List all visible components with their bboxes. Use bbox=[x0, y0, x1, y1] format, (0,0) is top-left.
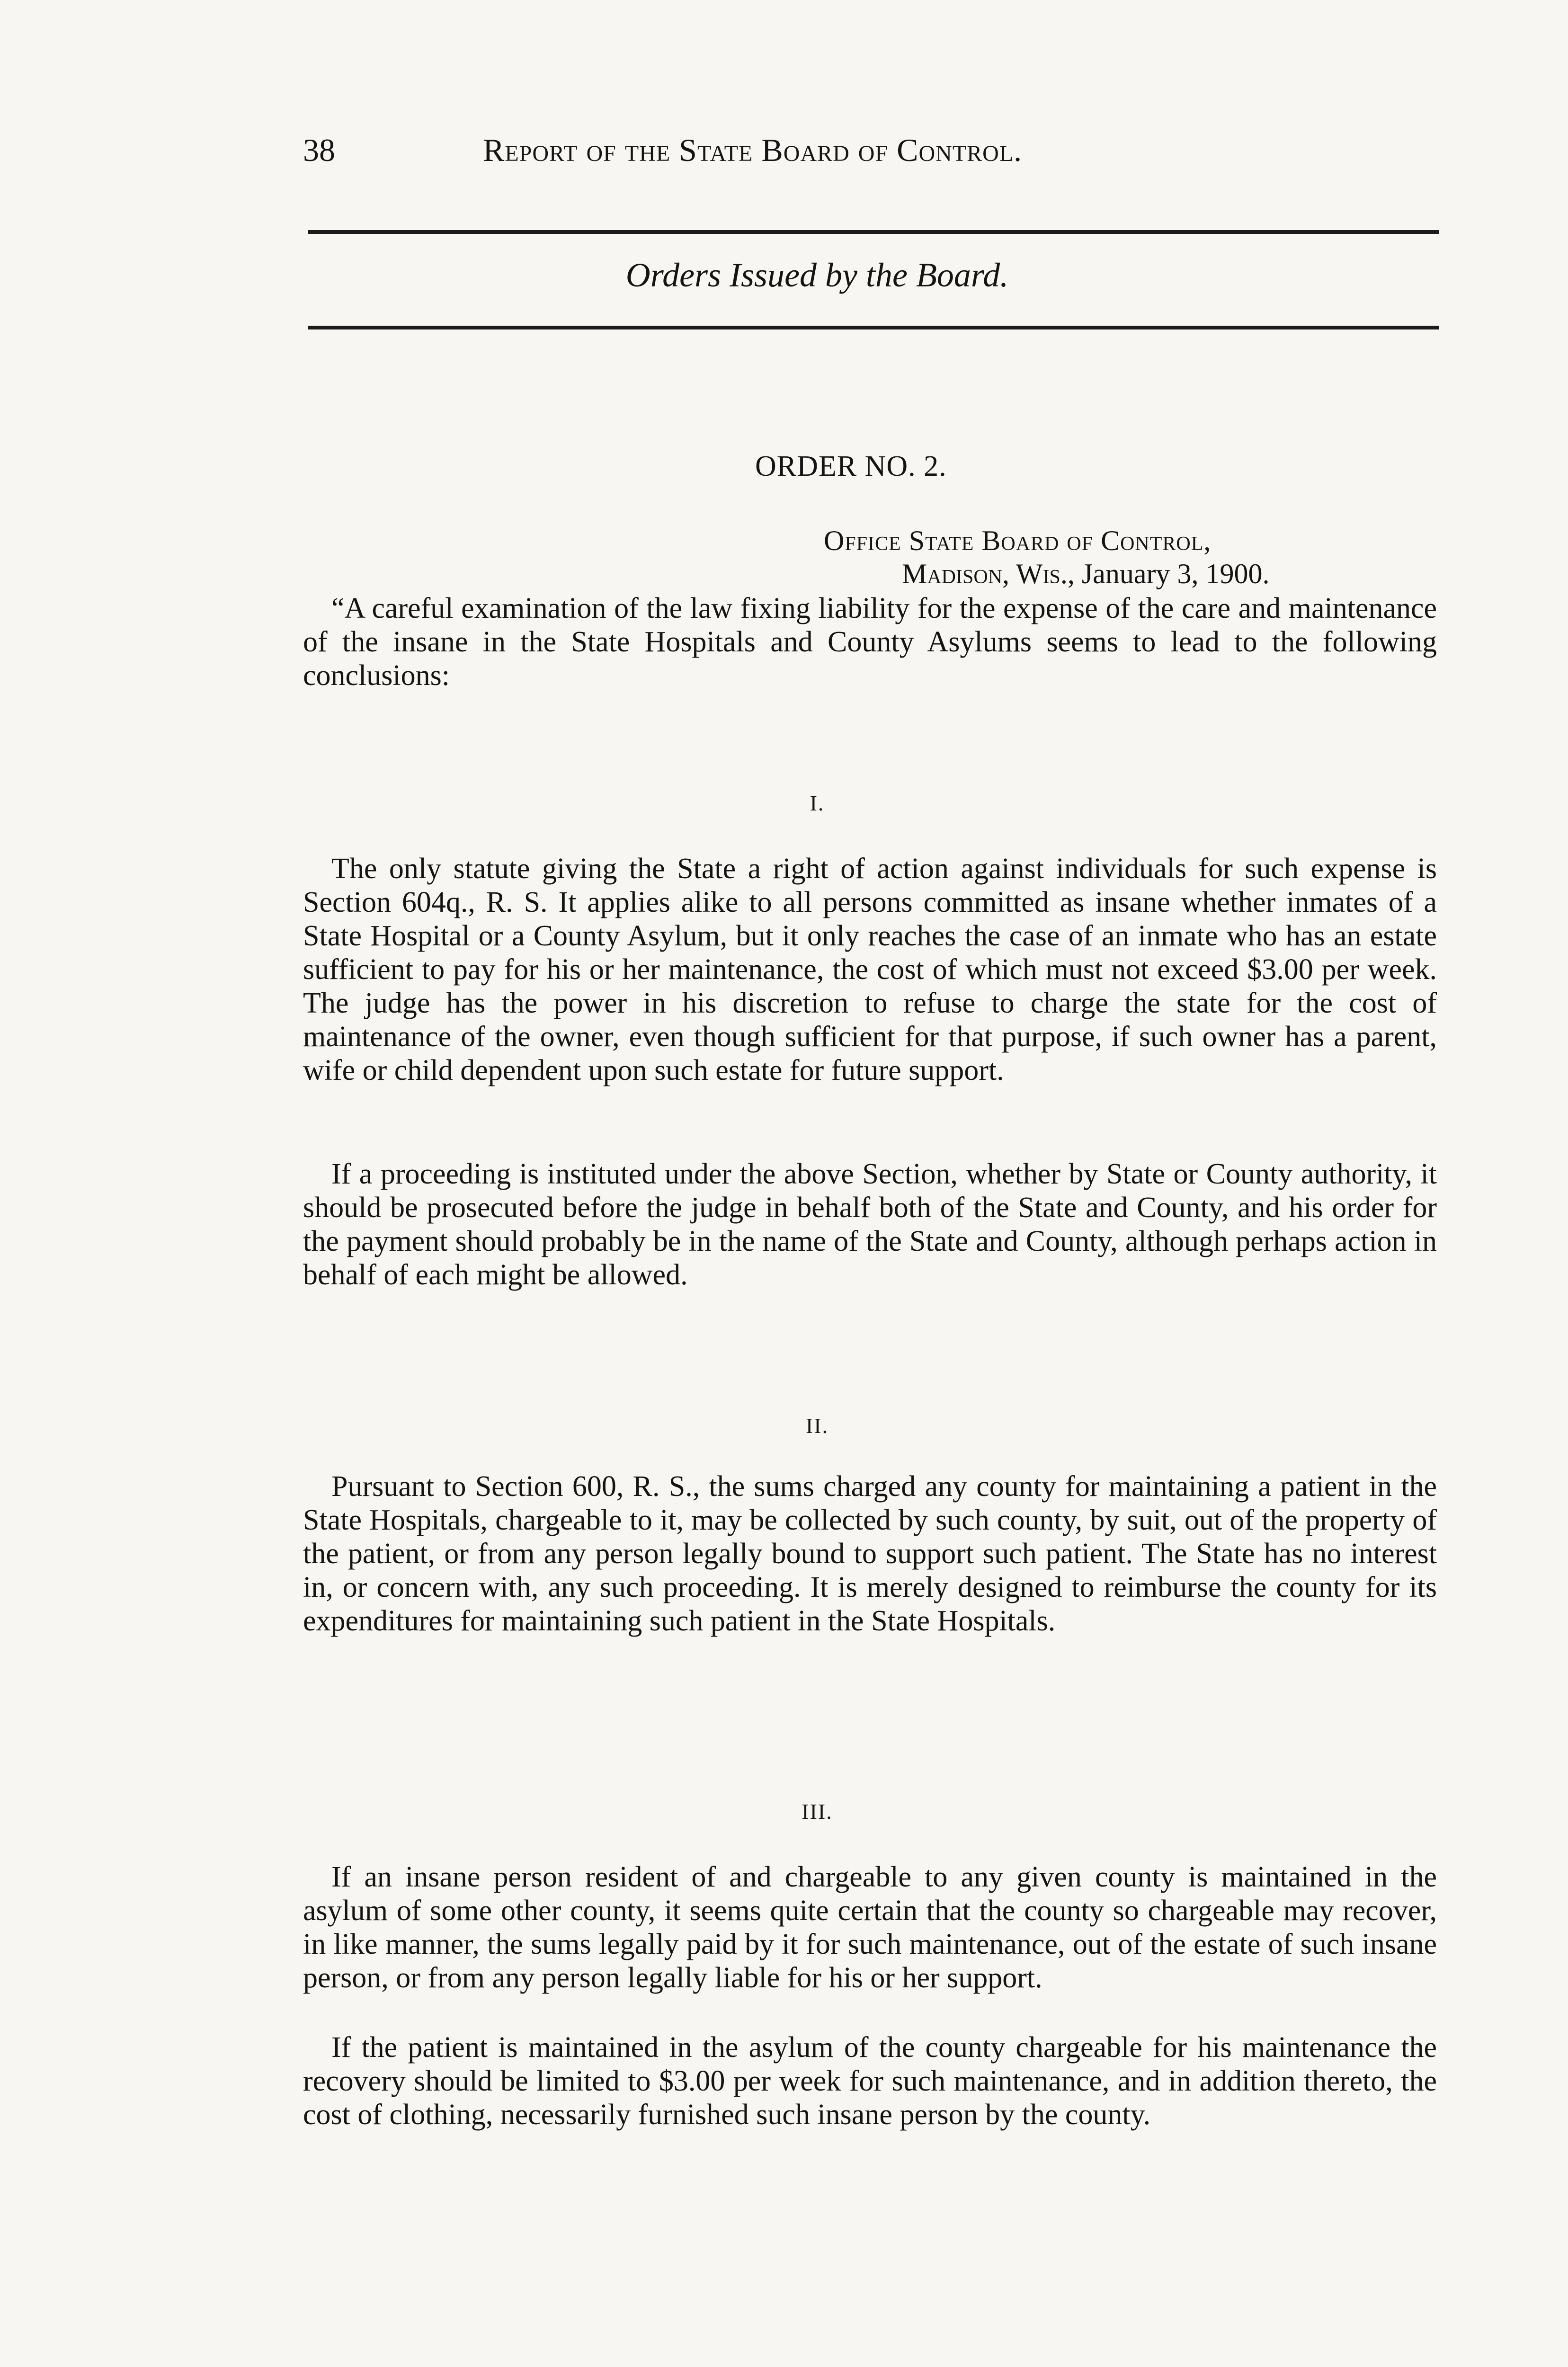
section-title: Orders Issued by the Board. bbox=[625, 256, 1009, 294]
section-numeral-2: II. bbox=[805, 1414, 829, 1438]
running-head: Report of the State Board of Control. bbox=[483, 132, 1023, 168]
section-1-paragraph-1: The only statute giving the State a right of action against individuals for such expense is Section 604q., R. S. It applies alike to all persons committed as insane whether inmates of a State Hospital or a County Asylum, but it only reaches the case of an inmate who has an estate sufficient to pay for his or her maintenance, the cost of which must not exceed $3.00 per week. The judge has the power in his discretion to refuse to charge the state for the cost of maintenance of the owner, even though sufficient for that purpose, if such owner has a parent, wife or child dependent upon such estate for future support. bbox=[303, 853, 1437, 1086]
header-rule-bottom bbox=[308, 326, 1439, 329]
section-3-paragraph-2: If the patient is maintained in the asylum of the county chargeable for his maintenance the recovery should be limited to $3.00 per week for such maintenance, and in addition thereto, the cost of clothing, necessarily furnished such insane person by the county. bbox=[303, 2031, 1437, 2131]
section-3-paragraph-1: If an insane person resident of and chargeable to any given county is maintained in the asylum of some other county, it seems quite certain that the county so chargeable may recover, in like manner, the sums legally paid by it for such maintenance, out of the estate of such insane person, or from any person legally liable for his or her support. bbox=[303, 1861, 1437, 1994]
intro-paragraph: “A careful examination of the law fixing liability for the expense of the care and maintenance of the insane in the State Hospitals and County Asylums seems to lead to the following conclusions: bbox=[303, 592, 1437, 692]
section-1-paragraph-2: If a proceeding is instituted under the above Section, whether by State or County authority, it should be prosecuted before the judge in behalf both of the State and County, and his order for the payment should probably be in the name of the State and County, although perhaps action in behalf of each might be allowed. bbox=[303, 1158, 1437, 1291]
page-number: 38 bbox=[303, 132, 335, 168]
dateline-place-date bbox=[902, 558, 1270, 590]
dateline-place: Madison, Wis., bbox=[902, 558, 1075, 589]
section-2-paragraph-1: Pursuant to Section 600, R. S., the sums charged any county for maintaining a patient in the State Hospitals, chargeable to it, may be collected by such county, by suit, out of the property of the patient, or from any person legally bound to support such patient. The State has no interest in, or concern with, any such proceeding. It is merely designed to reimburse the county for its expenditures for maintaining such patient in the State Hospitals. bbox=[303, 1470, 1437, 1637]
dateline-date: January 3, 1900. bbox=[1081, 558, 1270, 589]
page-header bbox=[303, 132, 1439, 184]
section-numeral-3: III. bbox=[802, 1799, 833, 1824]
section-numeral-1: I. bbox=[810, 791, 825, 815]
order-number: ORDER NO. 2. bbox=[755, 450, 947, 482]
dateline-office: Office State Board of Control, bbox=[824, 525, 1212, 556]
header-rule-top bbox=[308, 230, 1439, 234]
